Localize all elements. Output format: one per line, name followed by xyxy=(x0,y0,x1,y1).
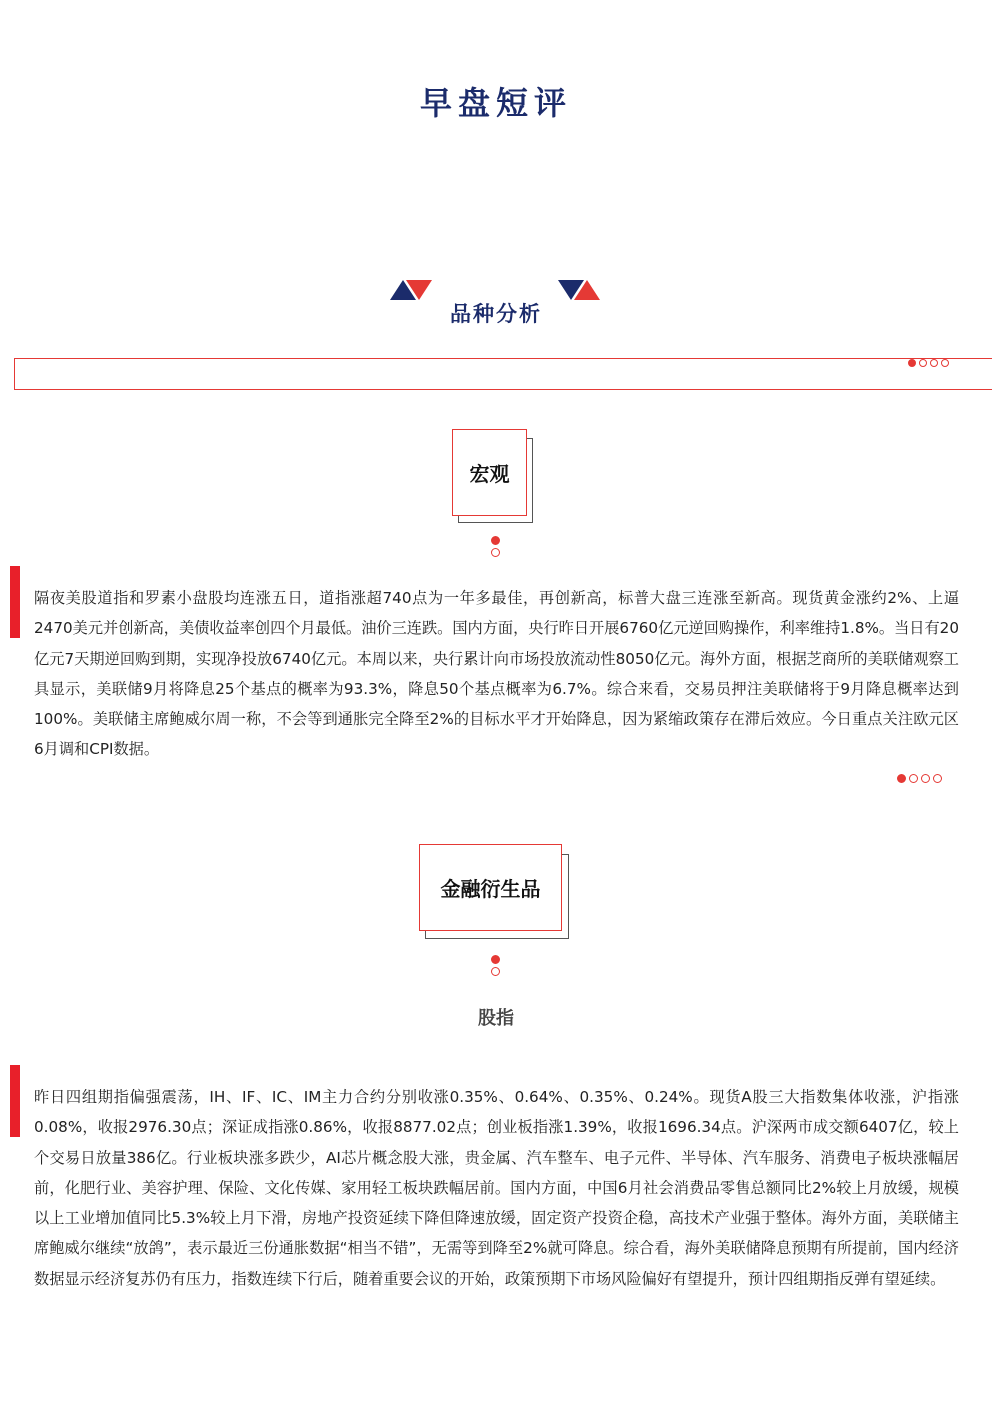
banner-frame xyxy=(14,358,992,390)
index-futures-paragraph: 昨日四组期指偏强震荡，IH、IF、IC、IM主力合约分别收涨0.35%、0.64%、0.35%、0.24%。现货A股三大指数集体收涨，沪指涨0.08%，收报2976.30点；深证成指涨0.86%，收报8877.02点；创业板指涨1.39%，收报1696.34点。沪深两市成交额6407亿，较上个交易日放量386亿。行业板块涨多跌少，AI芯片概念股大涨，贵金属、汽车整车、电子元件、半导体、汽车服务、消费电子板块涨幅居前，化肥行业、美容护理、保险、文化传媒、家用轻工板块跌幅居前。国内方面，中国6月社会消费品零售总额同比2%较上月放缓，规模以上工业增加值同比5.3%较上月下滑，房地产投资延续下降但降速放缓，固定资产投资企稳，高技术产业强于整体。海外方面，美联储主席鲍威尔继续“放鸽”，表示最近三份通胀数据“相当不错”，无需等到降至2%就可降息。综合看，海外美联储降息预期有所提前，国内经济数据显示经济复苏仍有压力，指数连续下行后，随着重要会议的开始，政策预期下市场风险偏好有望提升，预计四组期指反弹有望延续。 xyxy=(34,1088,959,1288)
banner-dots xyxy=(908,359,949,367)
macro-paragraph: 隔夜美股道指和罗素小盘股均连涨五日，道指涨超740点为一年多最佳，再创新高，标普大盘三连涨至新高。现货黄金涨约2%、上逼2470美元并创新高，美债收益率创四个月最低。油价三连跌。国内方面，央行昨日开展6760亿元逆回购操作，利率维持1.8%。当日有20亿元7天期逆回购到期，实现净投放6740亿元。本周以来，央行累计向市场投放流动性8050亿元。海外方面，根据芝商所的美联储观察工具显示，美联储9月将降息25个基点的概率为93.3%，降息50个基点概率为6.7%。综合来看，交易员押注美联储将于9月降息概率达到100%。美联储主席鲍威尔周一称，不会等到通胀完全降至2%的目标水平才开始降息，因为紧缩政策存在滞后效应。今日重点关注欧元区6月调和CPI数据。 xyxy=(34,589,959,759)
section-heading-derivatives: 金融衍生品 xyxy=(419,844,562,931)
section-heading-macro: 宏观 xyxy=(452,429,527,516)
dot-icon xyxy=(908,359,916,367)
dot-icon xyxy=(921,774,930,783)
dot-icon xyxy=(919,359,927,367)
section-dots xyxy=(491,536,500,557)
section-dots xyxy=(491,955,500,976)
banner-title: 品种分析 xyxy=(450,302,542,326)
dot-icon xyxy=(930,359,938,367)
dot-icon xyxy=(491,955,500,964)
accent-bar xyxy=(10,1065,20,1137)
dot-icon xyxy=(491,536,500,545)
dot-icon xyxy=(491,967,500,976)
dot-icon xyxy=(909,774,918,783)
dot-icon xyxy=(941,359,949,367)
subheading-index-futures: 股指 xyxy=(478,1008,514,1029)
paragraph-end-dots xyxy=(897,774,942,783)
accent-bar xyxy=(10,566,20,638)
dot-icon xyxy=(933,774,942,783)
dot-icon xyxy=(491,548,500,557)
dot-icon xyxy=(897,774,906,783)
page-title: 早盘短评 xyxy=(419,84,572,122)
